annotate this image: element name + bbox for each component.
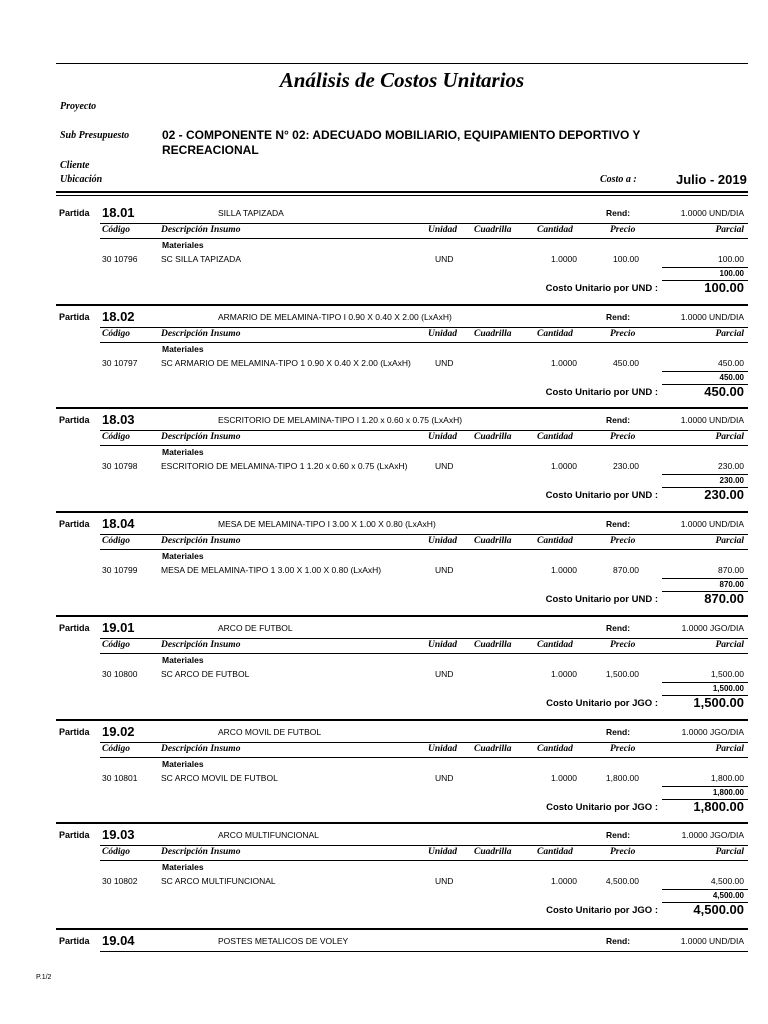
col-codigo: Código (102, 329, 130, 339)
col-precio: Precio (610, 225, 636, 235)
col-cuadrilla: Cuadrilla (474, 329, 512, 339)
partida-bottom-rule (100, 951, 748, 952)
item-parcial: 230.00 (718, 461, 744, 471)
partida-description: SILLA TAPIZADA (218, 208, 284, 218)
subtotal-rule (662, 371, 748, 372)
col-cantidad: Cantidad (537, 225, 573, 235)
col-codigo: Código (102, 640, 130, 650)
materiales-label: Materiales (162, 655, 204, 665)
proyecto-label: Proyecto (60, 101, 97, 112)
col-codigo: Código (102, 432, 130, 442)
col-precio: Precio (610, 329, 636, 339)
col-cantidad: Cantidad (537, 329, 573, 339)
item-cantidad: 1.0000 (551, 669, 577, 679)
item-precio: 1,500.00 (605, 669, 639, 679)
header-top-rule (100, 742, 748, 743)
item-unidad: UND (435, 254, 454, 264)
rend-value: 1.0000 UND/DIA (680, 519, 744, 529)
col-cuadrilla: Cuadrilla (474, 225, 512, 235)
header-top-rule (100, 223, 748, 224)
col-precio: Precio (610, 640, 636, 650)
item-unidad: UND (435, 461, 454, 471)
header-bottom-rule (100, 342, 748, 343)
item-descripcion: SC ARCO DE FUTBOL (161, 669, 250, 679)
partida-label: Partida (59, 830, 90, 840)
partida-block (0, 308, 768, 412)
partida-block (0, 204, 768, 308)
item-precio: 1,800.00 (605, 773, 639, 783)
col-descripcion: Descripción Insumo (161, 847, 241, 857)
rend-value: 1.0000 UND/DIA (680, 936, 744, 946)
costo-unitario-label: Costo Unitario por UND : (545, 283, 658, 294)
col-unidad: Unidad (428, 640, 458, 650)
subtotal-rule (662, 474, 748, 475)
rend-label: Rend: (606, 727, 631, 737)
header-top-rule (100, 327, 748, 328)
page-number: P.1/2 (36, 974, 52, 981)
partida-block (0, 826, 768, 930)
item-cantidad: 1.0000 (551, 773, 577, 783)
item-codigo: 30 10797 (102, 358, 138, 368)
subpresupuesto-label: Sub Presupuesto (60, 130, 130, 141)
partida-label: Partida (59, 208, 90, 218)
costo-unitario-label: Costo Unitario por UND : (545, 490, 658, 501)
ubicacion-label: Ubicación (60, 174, 103, 185)
partida-top-rule (56, 928, 748, 930)
col-parcial: Parcial (715, 225, 744, 235)
col-parcial: Parcial (715, 329, 744, 339)
col-cuadrilla: Cuadrilla (474, 847, 512, 857)
col-unidad: Unidad (428, 536, 458, 546)
item-cantidad: 1.0000 (551, 254, 577, 264)
item-descripcion: MESA DE MELAMINA-TIPO 1 3.00 X 1.00 X 0.80 (LxAxH) (161, 565, 382, 575)
item-cantidad: 1.0000 (551, 876, 577, 886)
item-parcial: 1,800.00 (710, 773, 744, 783)
item-precio: 100.00 (613, 254, 639, 264)
partida-label: Partida (59, 312, 90, 322)
item-codigo: 30 10800 (102, 669, 138, 679)
partida-description: ARCO MULTIFUNCIONAL (218, 830, 319, 840)
col-descripcion: Descripción Insumo (161, 329, 241, 339)
partida-block (0, 515, 768, 619)
partida-description: POSTES METALICOS DE VOLEY (218, 936, 349, 946)
item-precio: 450.00 (613, 358, 639, 368)
col-cuadrilla: Cuadrilla (474, 432, 512, 442)
costo-unitario-value: 1,500.00 (693, 695, 744, 710)
rend-label: Rend: (606, 312, 631, 322)
partida-block-last (0, 928, 768, 954)
partida-description: ARCO MOVIL DE FUTBOL (218, 727, 322, 737)
col-cantidad: Cantidad (537, 432, 573, 442)
item-cantidad: 1.0000 (551, 358, 577, 368)
page-title: Análisis de Costos Unitarios (279, 68, 525, 92)
cliente-label: Cliente (60, 160, 90, 171)
item-parcial: 100.00 (718, 254, 744, 264)
partida-code: 18.03 (102, 412, 135, 427)
col-parcial: Parcial (715, 536, 744, 546)
subtotal-value: 1,500.00 (712, 684, 744, 693)
header-top-rule (100, 534, 748, 535)
col-cantidad: Cantidad (537, 744, 573, 754)
header-bottom-rule (100, 238, 748, 239)
partida-description: ARMARIO DE MELAMINA-TIPO I 0.90 X 0.40 X 2.00 (LxAxH) (218, 312, 452, 322)
col-precio: Precio (610, 536, 636, 546)
partida-top-rule (56, 304, 748, 306)
col-cuadrilla: Cuadrilla (474, 744, 512, 754)
col-unidad: Unidad (428, 744, 458, 754)
col-parcial: Parcial (715, 432, 744, 442)
col-parcial: Parcial (715, 847, 744, 857)
costo-unitario-value: 4,500.00 (693, 902, 744, 917)
rend-value: 1.0000 UND/DIA (680, 415, 744, 425)
col-parcial: Parcial (715, 744, 744, 754)
partida-block (0, 723, 768, 827)
materiales-label: Materiales (162, 551, 204, 561)
header-bottom-rule (100, 549, 748, 550)
item-unidad: UND (435, 876, 454, 886)
item-codigo: 30 10796 (102, 254, 138, 264)
rend-value: 1.0000 JGO/DIA (681, 623, 744, 633)
materiales-label: Materiales (162, 862, 204, 872)
col-unidad: Unidad (428, 847, 458, 857)
item-descripcion: SC SILLA TAPIZADA (161, 254, 241, 264)
col-unidad: Unidad (428, 225, 458, 235)
header-bottom-rule (100, 757, 748, 758)
partida-code: 19.04 (102, 933, 135, 948)
item-precio: 4,500.00 (605, 876, 639, 886)
item-cantidad: 1.0000 (551, 461, 577, 471)
costo-unitario-value: 100.00 (704, 280, 744, 295)
costo-a-label: Costo a : (600, 174, 637, 185)
costo-unitario-label: Costo Unitario por UND : (545, 387, 658, 398)
item-unidad: UND (435, 773, 454, 783)
subtotal-value: 450.00 (719, 373, 744, 382)
subtotal-rule (662, 267, 748, 268)
partida-code: 19.01 (102, 620, 135, 635)
col-descripcion: Descripción Insumo (161, 640, 241, 650)
item-cantidad: 1.0000 (551, 565, 577, 575)
costo-a-value: Julio - 2019 (676, 172, 747, 187)
costo-unitario-label: Costo Unitario por JGO : (546, 905, 658, 916)
partida-label: Partida (59, 727, 90, 737)
rend-value: 1.0000 UND/DIA (680, 208, 744, 218)
header-bottom-rule (100, 653, 748, 654)
rend-value: 1.0000 JGO/DIA (681, 830, 744, 840)
rend-value: 1.0000 JGO/DIA (681, 727, 744, 737)
item-descripcion: SC ARCO MOVIL DE FUTBOL (161, 773, 278, 783)
partida-code: 18.02 (102, 309, 135, 324)
materiales-label: Materiales (162, 344, 204, 354)
costo-unitario-label: Costo Unitario por JGO : (546, 698, 658, 709)
col-precio: Precio (610, 847, 636, 857)
header-top-rule (100, 430, 748, 431)
partida-top-rule (56, 719, 748, 721)
costo-unitario-label: Costo Unitario por JGO : (546, 802, 658, 813)
rend-label: Rend: (606, 415, 631, 425)
rend-label: Rend: (606, 830, 631, 840)
subtotal-value: 230.00 (719, 476, 744, 485)
col-codigo: Código (102, 847, 130, 857)
partida-top-rule (56, 615, 748, 617)
top-rule (56, 63, 748, 64)
subpresupuesto-value: 02 - COMPONENTE N° 02: ADECUADO MOBILIARIO, EQUIPAMIENTO DEPORTIVO Y RECREACIONAL (162, 128, 641, 157)
costo-unitario-value: 1,800.00 (693, 799, 744, 814)
item-precio: 870.00 (613, 565, 639, 575)
item-descripcion: SC ARMARIO DE MELAMINA-TIPO 1 0.90 X 0.40 X 2.00 (LxAxH) (161, 358, 411, 368)
partida-code: 19.03 (102, 827, 135, 842)
item-parcial: 870.00 (718, 565, 744, 575)
item-codigo: 30 10798 (102, 461, 138, 471)
col-codigo: Código (102, 536, 130, 546)
partida-code: 19.02 (102, 724, 135, 739)
col-cuadrilla: Cuadrilla (474, 640, 512, 650)
col-descripcion: Descripción Insumo (161, 225, 241, 235)
subtotal-value: 4,500.00 (712, 891, 744, 900)
col-codigo: Código (102, 744, 130, 754)
partida-block (0, 411, 768, 515)
costo-unitario-label: Costo Unitario por UND : (545, 594, 658, 605)
col-descripcion: Descripción Insumo (161, 536, 241, 546)
rend-label: Rend: (606, 623, 631, 633)
header-bottom-rule (100, 860, 748, 861)
col-cantidad: Cantidad (537, 640, 573, 650)
item-codigo: 30 10799 (102, 565, 138, 575)
header-rule-thin (56, 195, 748, 196)
rend-label: Rend: (606, 208, 631, 218)
subtotal-rule (662, 786, 748, 787)
col-precio: Precio (610, 744, 636, 754)
partida-top-rule (56, 407, 748, 409)
subtotal-value: 870.00 (719, 580, 744, 589)
materiales-label: Materiales (162, 447, 204, 457)
costo-unitario-value: 230.00 (704, 487, 744, 502)
item-unidad: UND (435, 669, 454, 679)
subtotal-value: 100.00 (719, 269, 744, 278)
partida-top-rule (56, 822, 748, 824)
subtotal-rule (662, 682, 748, 683)
partida-code: 18.04 (102, 516, 135, 531)
col-unidad: Unidad (428, 329, 458, 339)
partida-description: ESCRITORIO DE MELAMINA-TIPO I 1.20 x 0.60 x 0.75 (LxAxH) (218, 415, 463, 425)
col-unidad: Unidad (428, 432, 458, 442)
col-cuadrilla: Cuadrilla (474, 536, 512, 546)
header-rule (56, 191, 748, 193)
item-parcial: 1,500.00 (710, 669, 744, 679)
item-unidad: UND (435, 565, 454, 575)
col-cantidad: Cantidad (537, 536, 573, 546)
materiales-label: Materiales (162, 759, 204, 769)
header-top-rule (100, 638, 748, 639)
item-descripcion: SC ARCO MULTIFUNCIONAL (161, 876, 276, 886)
costo-unitario-value: 870.00 (704, 591, 744, 606)
partida-description: ARCO DE FUTBOL (218, 623, 293, 633)
header-bottom-rule (100, 445, 748, 446)
subtotal-value: 1,800.00 (712, 788, 744, 797)
col-parcial: Parcial (715, 640, 744, 650)
item-parcial: 450.00 (718, 358, 744, 368)
item-unidad: UND (435, 358, 454, 368)
rend-label: Rend: (606, 519, 631, 529)
partida-top-rule (56, 511, 748, 513)
item-codigo: 30 10801 (102, 773, 138, 783)
costo-unitario-value: 450.00 (704, 384, 744, 399)
partida-label: Partida (59, 936, 90, 946)
col-descripcion: Descripción Insumo (161, 432, 241, 442)
header-top-rule (100, 845, 748, 846)
item-codigo: 30 10802 (102, 876, 138, 886)
col-cantidad: Cantidad (537, 847, 573, 857)
partida-label: Partida (59, 415, 90, 425)
materiales-label: Materiales (162, 240, 204, 250)
subtotal-rule (662, 578, 748, 579)
col-codigo: Código (102, 225, 130, 235)
partida-label: Partida (59, 623, 90, 633)
rend-value: 1.0000 UND/DIA (680, 312, 744, 322)
item-parcial: 4,500.00 (710, 876, 744, 886)
item-descripcion: ESCRITORIO DE MELAMINA-TIPO 1 1.20 x 0.60 x 0.75 (LxAxH) (161, 461, 408, 471)
partida-code: 18.01 (102, 205, 135, 220)
rend-label: Rend: (606, 936, 631, 946)
col-precio: Precio (610, 432, 636, 442)
partida-label: Partida (59, 519, 90, 529)
item-precio: 230.00 (613, 461, 639, 471)
subtotal-rule (662, 889, 748, 890)
partida-description: MESA DE MELAMINA-TIPO I 3.00 X 1.00 X 0.80 (LxAxH) (218, 519, 436, 529)
partida-block (0, 619, 768, 723)
col-descripcion: Descripción Insumo (161, 744, 241, 754)
